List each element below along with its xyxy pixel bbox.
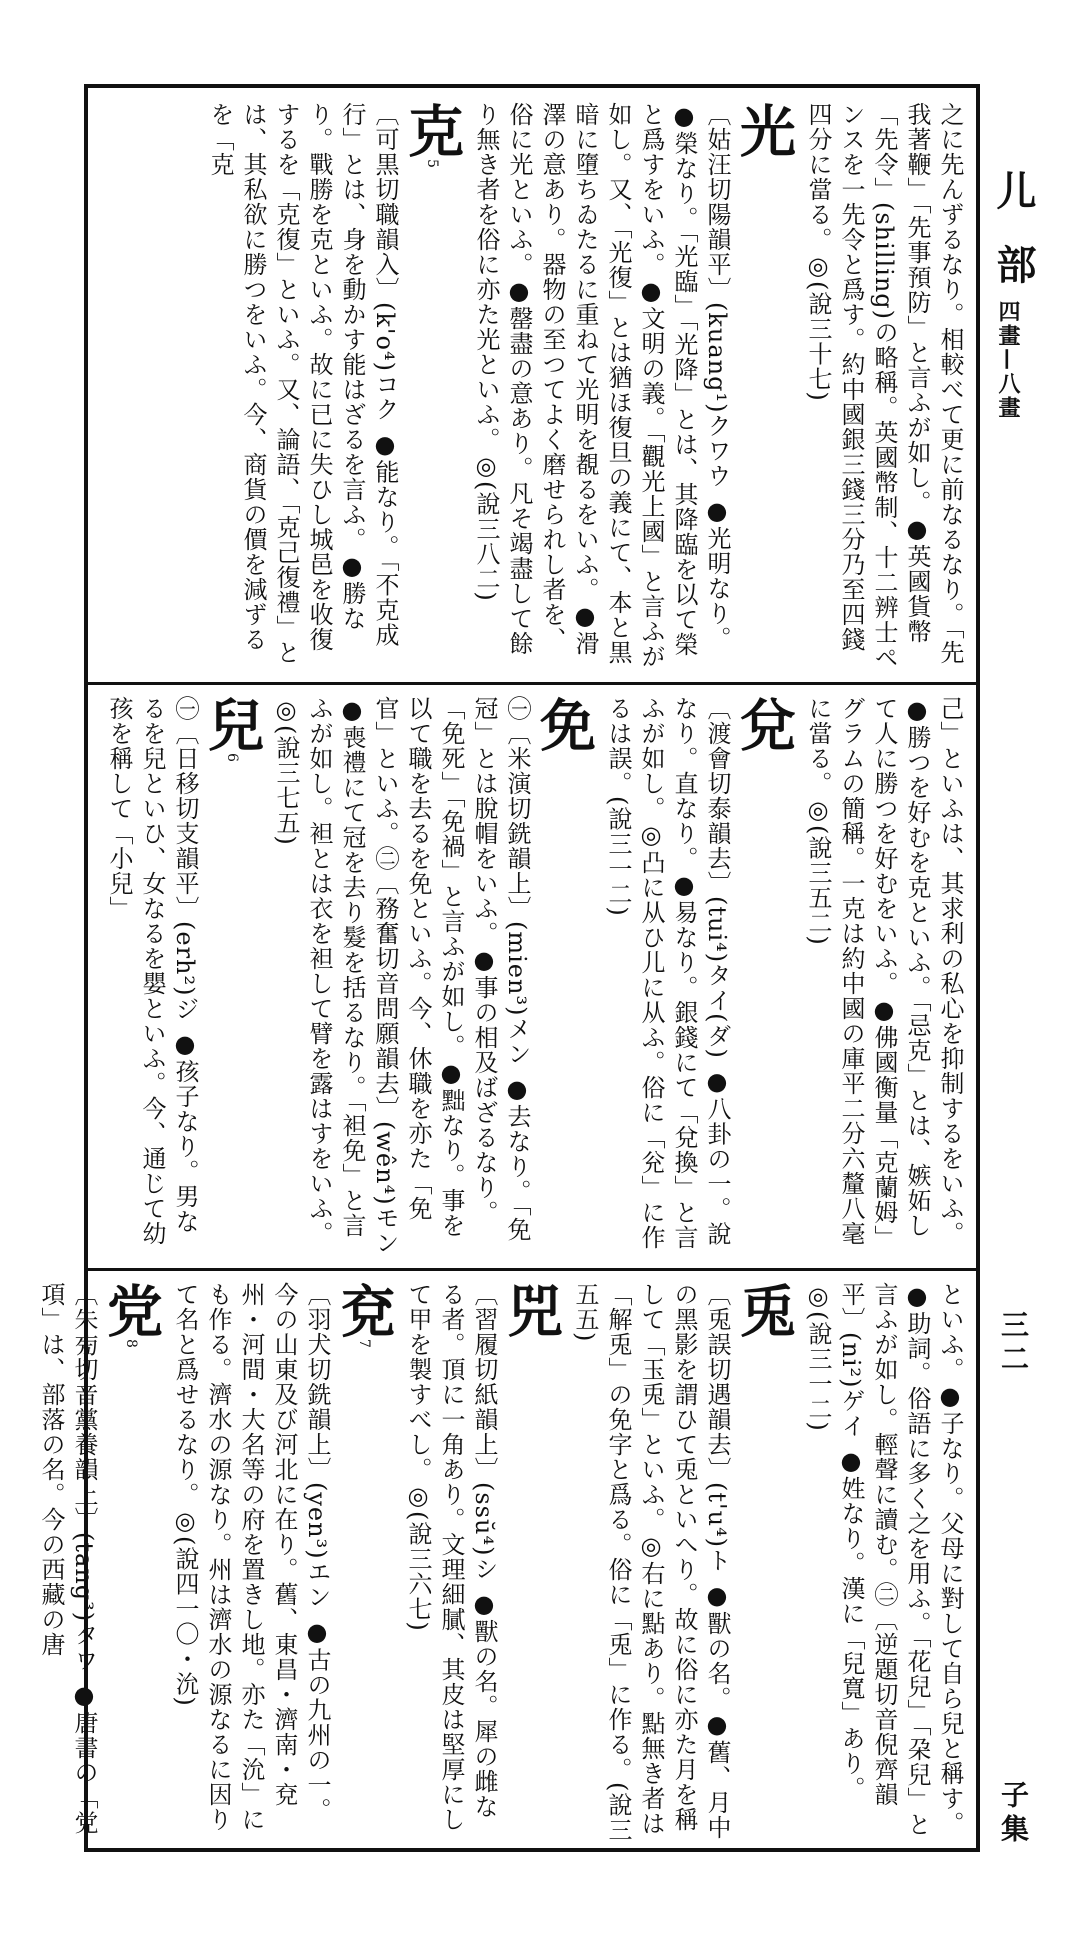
- entry-continuation-ji: [801, 1282, 966, 1844]
- entry-continuation-koku: [801, 696, 966, 1258]
- headword: 光: [731, 102, 797, 159]
- radical-title: 儿 部: [990, 170, 1037, 294]
- entry-text: 之に先んずるなり。相較べて更に前なるなり。「先我著鞭」「先事預防」と言ふが如し。●英國貨幣「先令」(shilling)の略稱。英國幣制、十二辨士ペンスを一先令と爲す。約中國銀三錢三分乃至四錢四分に當る。◎(說三十七): [804, 102, 964, 671]
- stroke-number: 8: [123, 1339, 139, 1349]
- entry-en: [168, 1282, 395, 1844]
- entry-text: 〔可黒切職韻入〕(k'o⁴)コク ●能なり。「不克成行」とは、身を動かす能はざるを言ふ。●勝なり。戰勝を克といふ。故に已に失ひし城邑を收復するを「克復」といふ。又、論語、「克己復禮」とは、其私欲に勝つをいふ。今、商貨の價を減ずるを「克: [206, 102, 399, 665]
- headword: 克$^5$: [399, 102, 465, 169]
- entry-tou: [34, 1282, 162, 1844]
- collection-label: 子集: [997, 1780, 1030, 1848]
- headword: 兌: [731, 696, 797, 753]
- entry-da: [601, 696, 795, 1258]
- divider-rule-2: [88, 1268, 976, 1271]
- entry-kou: [469, 102, 795, 672]
- dictionary-panel-2: [98, 696, 966, 1258]
- entry-men: [269, 696, 595, 1258]
- headword: 兎: [731, 1282, 797, 1339]
- headword: 党$^8$: [98, 1282, 164, 1349]
- entry-text: 〔姑汪切陽韻平〕(kuang¹)クワウ ●光明なり。●榮なり。「光臨」「光降」とは、其降臨を以て榮と爲すをいふ。●文明の義。「觀光上國」と言ふが如し。又、「光復」とは猶ほ復旦の義にて、本と黒暗に墮ちゐたるに重ねて光明を覩るをいふ。●滑澤の意あり。器物の至つてよく磨せられし者を、俗に光といふ。●罄盡の意あり。凡そ竭盡して餘り無き者を俗に亦た光といふ。◎(說三八二): [472, 102, 731, 669]
- stroke-number: 6: [224, 753, 240, 763]
- entry-ji: [102, 696, 263, 1258]
- stroke-number: 5: [424, 159, 440, 169]
- stroke-range: 四畫—八畫: [995, 300, 1021, 420]
- entry-text: 〔渡會切泰韻去〕(tui⁴)タイ(ダ) ●八卦の一。說なり。直なり。●易なり。銀錢にて「兌換」と言ふが如し。◎凸に从ひ儿に从ふ。俗に「兊」に作るは誤。(說三一二): [604, 696, 731, 1250]
- divider-rule-1: [88, 682, 976, 685]
- entry-text: 己」といふは、其求利の私心を抑制するをいふ。●勝つを好むを克といふ。「忌克」とは、嫉妬して人に勝つを好むをいふ。●佛國衡量「克蘭姆」グラムの簡稱。一克は約中國の庫平二分六釐八毫に當る。◎(說三五二): [804, 696, 964, 1250]
- headword: 兒$^6$: [199, 696, 265, 763]
- entry-shi: [401, 1282, 562, 1844]
- stroke-number: 7: [356, 1339, 372, 1349]
- dictionary-panel-1: [98, 102, 966, 672]
- entry-text: 〔羽犬切銑韻上〕(yen³)エン ●古の九州の一。今の山東及び河北に在り。舊、東昌・濟南・兗州・河間・大名等の府を置きし地。亦た「沇」にも作る。濟水の源なり。州は濟水の源なるに因りて名と爲せるなり。◎(說四一〇・沇): [171, 1282, 331, 1832]
- page-number: 三二: [997, 1310, 1030, 1378]
- headword: 兗$^7$: [331, 1282, 397, 1349]
- dictionary-panel-3: [37, 1282, 966, 1844]
- entry-text: 〔習履切紙韻上〕(ssŭ⁴)シ ●獸の名。犀の雌なる者。頂に一角あり。文理細膩、其皮は堅厚にして甲を製すべし。◎(說三六七): [404, 1282, 498, 1832]
- page-frame: [37, 84, 980, 1852]
- headword: 兕: [498, 1282, 564, 1339]
- entry-text: ㊀〔米演切銑韻上〕(mien³)メン ●去なり。「免冠」とは脫帽をいふ。●事の相及ばざるなり。「免死」「免禍」と言ふが如し。●黜なり。事を以て職を去るを免といふ。今、休職を亦た「免官」といふ。㊁〔務奮切音問願韻去〕(wên⁴)モン ●喪禮にて冠を去り髮を括るなり。「袒免」と言ふが如し。袒とは衣を袒して臂を露はすをいふ。◎(說三七五): [272, 696, 531, 1256]
- entry-to: [568, 1282, 795, 1844]
- entry-text: 〔兎誤切遇韻去〕(t'u⁴)ト ●獸の名。●舊、月中の黑影を謂ひて兎といへり。故に俗に亦た月を稱して「玉兎」といふ。◎右に點あり。點無き者は「解兎」の免字と爲る。俗に「兎」に作る。(說三五五): [571, 1282, 731, 1843]
- entry-koku: [203, 102, 463, 672]
- entry-text: 〔朱㫄切音黨養韻上〕(tang³)タウ ●唐書の「党項」は、部落の名。今の西藏の唐: [37, 1282, 98, 1835]
- entry-text: といふ。●子なり。父母に對して自ら兒と稱す。●助詞。俗語に多く之を用ふ。「花兒」「朶兒」と言ふが如し。輕聲に讀む。㊁〔逆題切音倪齊韻平〕(ni²)ゲイ ●姓なり。漢に「兒寬」あり。◎(說三一二): [804, 1282, 964, 1837]
- entry-continuation-sen: [801, 102, 966, 672]
- entry-text: ㊀〔日移切支韻平〕(erh²)ジ ●孩子なり。男なるを兒といひ、女なるを嬰といふ。今、通じて幼孩を稱して「小兒」: [105, 696, 199, 1246]
- headword: 免: [531, 696, 597, 753]
